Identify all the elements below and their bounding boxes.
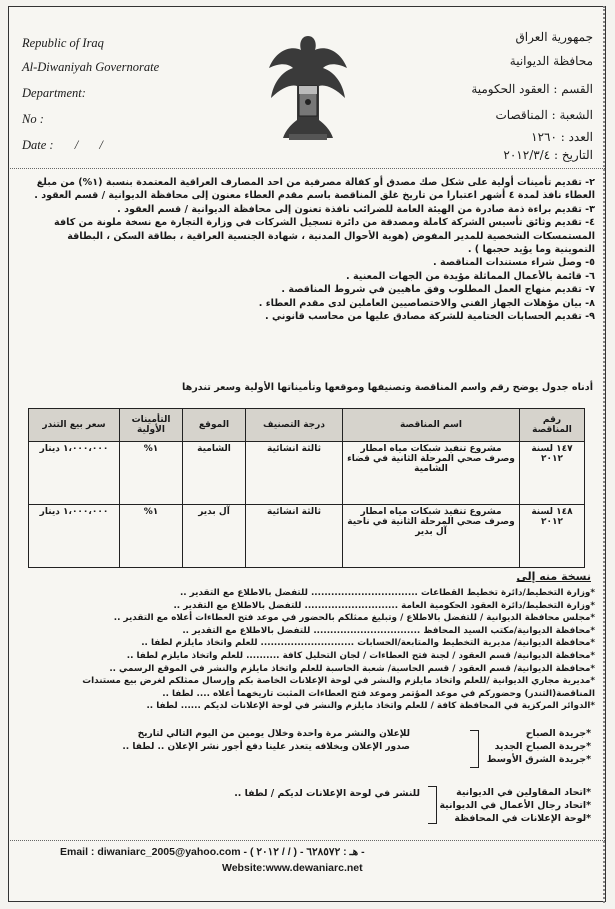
header-country-ar: جمهورية العراق <box>515 30 593 44</box>
cell-deposit: ١% <box>120 442 183 505</box>
list-item: ٦- قائمة بالأعمال المماثلة مؤيدة من الجهات المعنية . <box>345 270 595 282</box>
list-item: *الدوائر المركزية في المحافظة كافة / للعلم واتخاذ مايلزم والنشر في لوحة الإعلانات لديكم ...... لطفا .. <box>146 701 595 712</box>
col-tender-name: اسم المناقصة <box>343 409 520 442</box>
list-item: ٣- تقديم براءة ذمة صادرة من الهيئة العامة للضرائب نافذة تعنون إلى محافظة الديوانية / قسم العقود . <box>117 203 595 215</box>
cell-number: ١٤٧ لسنة ٢٠١٢ <box>520 442 585 505</box>
list-item: *مديرية مجاري الديوانية /للعلم واتخاذ مايلزم والنشر في لوحة الإعلانات الخاصة بكم وإرسال ممثلكم لغرض بيع مستندات المناقصة(التندر) وحضوركم في موعد المؤتمر وموعد فتح العطاءات المثبت تاريخهما أعلاه .... لطفا .. <box>82 676 595 699</box>
table-row <box>29 442 585 505</box>
header-country-en: Republic of Iraq <box>22 36 104 50</box>
table-header-row <box>29 409 585 442</box>
cell-class: ثالثة انشائية <box>246 442 343 505</box>
list-item: *محافظة الديوانية/ قسم العقود / لجنة فتح العطاءات / لجان التحليل كافة .......... للعلم واتخاذ مايلزم لطفا .. <box>126 650 595 661</box>
list-item: ٢- تقديم تأمينات أولية على شكل صك مصدق أو كفالة مصرفية من احد المصارف العراقية المعتمدة بنسبة (١%) من مبلغ العطاء نافذ لمدة ٤ أشهر اعتبارا من تاريخ غلق المناقصة باسم مقدم العطاء معنون إلى محافظة الديوانية / قسم العقود . <box>34 177 595 202</box>
cell-price: ١،٠٠٠،٠٠٠ دينار <box>29 505 120 568</box>
list-item: ٨- بيان مؤهلات الجهاز الفني والاختصاصيين العاملين لدى مقدم العطاء . <box>258 297 595 309</box>
list-item: *جريدة الصباح <box>525 728 591 739</box>
header-number-en: No : <box>22 112 44 126</box>
footer-contact: Email : diwaniarc_2005@yahoo.com - ( ٢٠١٢ / / ) - هـ : ٦٢٨٥٧٢ - <box>60 846 365 858</box>
header-date-ar: التاريخ : ٢٠١٢/٣/٤ <box>503 148 593 162</box>
list-item: *وزارة التخطيط/دائرة تخطيط القطاعات ................................ للتفضل بالاطلاع مع التقدير .. <box>179 588 595 598</box>
cell-class: ثالثة انشائية <box>246 505 343 568</box>
header-divider <box>10 168 605 169</box>
header-date-en <box>22 138 103 153</box>
cell-number: ١٤٨ لسنة ٢٠١٢ <box>520 505 585 568</box>
unions-note: للنشر في لوحة الإعلانات لديكم / لطفا .. <box>234 788 420 799</box>
col-price: سعر بيع التندر <box>29 409 120 442</box>
cell-price: ١،٠٠٠،٠٠٠ دينار <box>29 442 120 505</box>
cell-location: آل بدير <box>183 505 246 568</box>
header-department-en: Department: <box>22 86 86 100</box>
page-edge <box>603 6 605 903</box>
col-deposit: التأمينات الأولية <box>120 409 183 442</box>
newspapers-bracket <box>470 730 479 768</box>
footer-website: Website:www.dewaniarc.net <box>222 862 363 874</box>
col-location: الموقع <box>183 409 246 442</box>
table-row <box>29 505 585 568</box>
date-label: Date : <box>22 138 54 152</box>
list-item: *محافظة الديوانية/مكتب السيد المحافظ ................................ للتفضل بالاطلاع مع التقدير .. <box>182 625 595 636</box>
header-department-ar: القسم : العقود الحكومية <box>471 82 593 96</box>
col-tender-number: رقم المناقصة <box>520 409 585 442</box>
newspapers-note: للإعلان والنشر مرة واحدة وخلال يومين من اليوم التالي لتاريخ صدور الإعلان وبخلافه يتعذر علينا دفع أجور نشر الإعلان .. لطفا .. <box>122 729 410 752</box>
header-number-ar: العدد : ١٢٦٠ <box>531 130 593 144</box>
newspapers-list <box>487 728 591 766</box>
list-item: *اتحاد رجال الأعمال في الديوانية <box>439 800 591 811</box>
list-item: *جريدة الصباح الجديد <box>494 740 591 752</box>
iraq-eagle-emblem-icon <box>263 28 353 146</box>
list-item: ٧- تقديم منهاج العمل المطلوب وفق ماهيين في شروط المناقصة . <box>281 284 595 296</box>
header-governorate-en: Al-Diwaniyah Governorate <box>22 60 160 74</box>
list-item: *مجلس محافظة الديوانية / للتفضل بالاطلاع / وتبليغ ممثلكم بالحضور في موعد فتح العطاءات أعلاه مع التقدير .. <box>113 613 595 624</box>
copies-title: نسخة منه إلى <box>516 570 591 583</box>
header-governorate-ar: محافظة الديوانية <box>509 54 593 68</box>
list-item: ٥- وصل شراء مستندات المناقصة . <box>433 257 595 269</box>
requirements-list <box>24 176 595 323</box>
tenders-table <box>28 408 585 568</box>
list-item: *وزارة التخطيط/دائرة العقود الحكومية العامة ............................ للتفضل بالاطلاع مع التقدير .. <box>173 600 595 611</box>
cell-name: مشروع تنفيذ شبكات مياه امطار وصرف صحي المرحلة الثانية في ناحية آل بدير <box>343 505 520 568</box>
unions-bracket <box>428 786 437 824</box>
list-item: *اتحاد المقاولين في الديوانية <box>456 787 591 798</box>
footer-divider <box>10 840 605 841</box>
unions-list <box>439 786 591 825</box>
list-item: *جريدة الشرق الأوسط <box>486 753 591 765</box>
list-item: *لوحة الإعلانات في المحافظة <box>454 813 591 824</box>
header-section-ar: الشعبة : المناقصات <box>495 108 593 122</box>
copies-list <box>24 587 595 713</box>
list-item: *محافظة الديوانية/ مديرية التخطيط والمتابعة/الحسابات ............................ للعلم واتخاذ مايلزم لطفا .. <box>141 638 595 649</box>
list-item: ٤- تقديم وثائق تأسيس الشركة كاملة ومصدقة من دائرة تسجيل الشركات في وزارة التجارة مع نسخة ملونة من كافة المستمسكات الشخصية للمدير المفوض (هوية الأحوال المدنية ، شهادة الجنسية العراقية ، بطاقة السكن ، البطاقة التموينية وما يؤيد حجبها ) . <box>54 217 595 256</box>
col-classification: درجة التصنيف <box>246 409 343 442</box>
cell-location: الشامية <box>183 442 246 505</box>
list-item: *محافظة الديوانية/ قسم العقود / قسم الحاسبة/ شعبة الحاسبة للعلم واتخاذ مايلزم والنشر في الموقع الرسمي .. <box>109 663 595 674</box>
date-slash: / <box>74 138 79 152</box>
cell-name: مشروع تنفيذ شبكات مياه امطار وصرف صحي المرحلة الثانية في قضاء الشامية <box>343 442 520 505</box>
list-item: ٩- تقديم الحسابات الختامية للشركة مصادق عليها من محاسب قانوني . <box>265 311 595 323</box>
date-slash: / <box>99 138 103 152</box>
cell-deposit: ١% <box>120 505 183 568</box>
table-intro: أدناه جدول يوضح رقم واسم المناقصة وتصنيفها وموقعها وتأميناتها الأولية وسعر تندرها <box>182 382 593 393</box>
